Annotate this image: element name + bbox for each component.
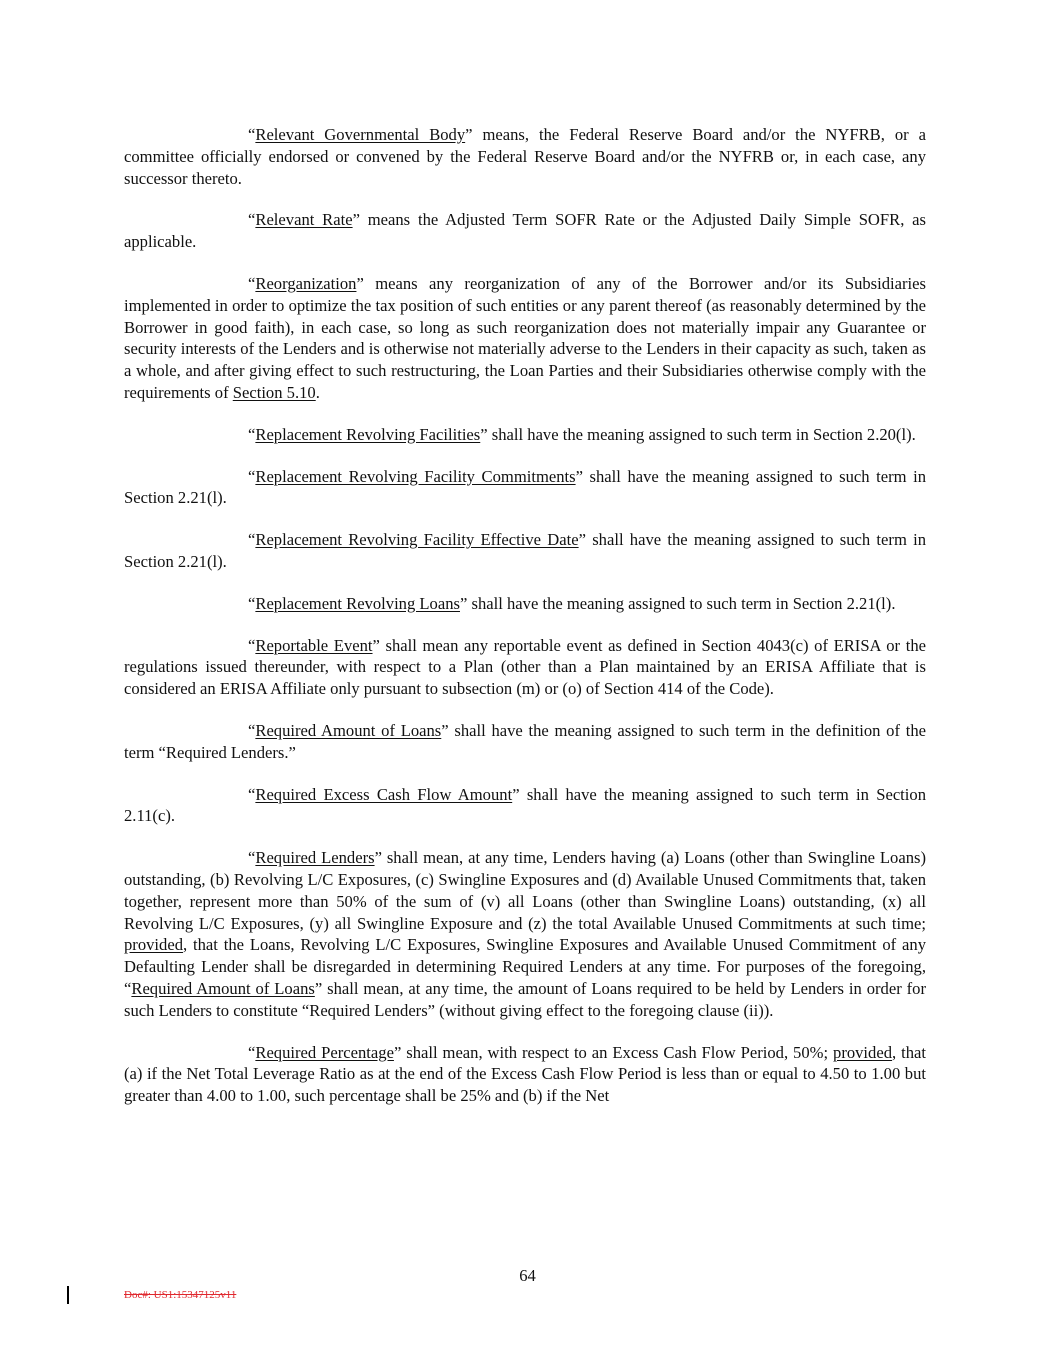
underlined-term: provided (124, 935, 183, 955)
paragraph-text: ” means any reorganization of any of the Borrower and/or its Subsidiaries implemented in order to optimize the tax position of such entities or any parent thereof (as reasonably determined by the Borrower in good faith), in each case, so long as such reorganization does not materially impair any Guarantee or security interests of the Lenders and is otherwise not materially adverse to the Lenders in their capacity as such, taken as a whole, and after giving effect to such restructuring, the Loan Parties and their Subsidiaries otherwise comply with the requirements of (124, 273, 926, 402)
definition-paragraph (124, 124, 926, 189)
paragraph-text: “ (248, 210, 256, 230)
paragraph-text: “ (248, 593, 256, 613)
underlined-term: Replacement Revolving Facility Effective Date (255, 530, 579, 550)
paragraph-text: “ (248, 635, 256, 655)
underlined-term: Required Lenders (255, 848, 375, 868)
definition-paragraph (124, 273, 926, 404)
paragraph-text: “ (248, 273, 256, 293)
paragraph-text: ” shall have the meaning assigned to such term in Section 2.21(l). (459, 593, 896, 613)
paragraph-text: , that the Loans, Revolving L/C Exposures, Swingline Exposures and Available Unused Commitment of any Defaulting Lender shall be disregarded in determining Required Lenders at any time. For purposes of the foregoing, “ (124, 935, 926, 998)
document-id: Doc#: US1:15347125v11 (124, 1289, 237, 1301)
paragraph-text: “ (248, 1042, 256, 1062)
paragraph-text: ” shall have the meaning assigned to such term in Section 2.21(l). (124, 466, 926, 508)
definition-paragraph (124, 720, 926, 764)
page-number: 64 (519, 1266, 536, 1285)
underlined-term: provided (833, 1042, 893, 1062)
underlined-term: Reportable Event (255, 635, 373, 655)
paragraph-text: ” shall mean, at any time, Lenders having (a) Loans (other than Swingline Loans) outstanding, (b) Revolving L/C Exposures, (c) Swingline Exposures and (d) Available Unused Commitments that, taken together, represent more than 50% of the sum of (v) all Loans (other than Swingline Loans) outstanding, (x) all Revolving L/C Exposures, (y) all Swingline Exposure and (z) the total Available Unused Commitments at such time; (124, 848, 926, 933)
paragraph-text: ” shall have the meaning assigned to such term in the definition of the term “Required Lenders.” (124, 720, 927, 762)
paragraph-text: . (315, 382, 320, 402)
definition-paragraph (124, 529, 926, 573)
underlined-term: Required Amount of Loans (131, 978, 315, 998)
paragraph-text: “ (248, 424, 256, 444)
paragraph-text: “ (248, 784, 256, 804)
paragraph-text: ” shall have the meaning assigned to such term in Section 2.20(l). (480, 424, 916, 444)
underlined-term: Required Excess Cash Flow Amount (255, 784, 513, 804)
definition-paragraph (124, 209, 926, 253)
document-body (124, 124, 926, 1127)
paragraph-text: “ (248, 466, 256, 486)
underlined-term: Replacement Revolving Facilities (255, 424, 481, 444)
paragraph-text: “ (248, 848, 256, 868)
paragraph-text: ” shall have the meaning assigned to such term in Section 2.11(c). (124, 784, 926, 826)
paragraph-text: , that (a) if the Net Total Leverage Ratio as at the end of the Excess Cash Flow Period is less than or equal to 4.50 to 1.00 but greater than 4.00 to 1.00, such percentage shall be 25% and (b) if the Net (124, 1042, 926, 1106)
underlined-term: Relevant Governmental Body (255, 125, 466, 144)
underlined-term: Relevant Rate (255, 210, 353, 230)
definition-paragraph (124, 424, 926, 446)
underlined-term: Replacement Revolving Facility Commitments (255, 466, 576, 486)
paragraph-text: ” shall have the meaning assigned to such term in Section 2.21(l). (124, 530, 926, 571)
definition-paragraph (124, 593, 926, 615)
definition-paragraph (124, 1042, 926, 1107)
underlined-term: Section 5.10 (232, 382, 316, 402)
paragraph-text: “ (248, 720, 256, 740)
underlined-term: Required Amount of Loans (255, 720, 442, 740)
paragraph-text: ” shall mean any reportable event as defined in Section 4043(c) of ERISA or the regulations issued thereunder, with respect to a Plan (other than a Plan maintained by an ERISA Affiliate that is considered an ERISA Affiliate only pursuant to subsection (m) or (o) of Section 414 of the Code). (124, 635, 926, 699)
underlined-term: Reorganization (255, 273, 357, 293)
underlined-term: Replacement Revolving Loans (255, 593, 460, 613)
paragraph-text: ” shall mean, with respect to an Excess Cash Flow Period, 50%; (393, 1042, 834, 1062)
change-bar (67, 1286, 69, 1304)
paragraph-text: “ (248, 530, 256, 550)
paragraph-text: ” means, the Federal Reserve Board and/or the NYFRB, or a committee officially endorsed or convened by the Federal Reserve Board and/or the NYFRB or, in each case, any successor thereto. (124, 125, 927, 188)
paragraph-text: ” shall mean, at any time, the amount of Loans required to be held by Lenders in order for such Lenders to constitute “Required Lenders” (without giving effect to the foregoing clause (ii)). (124, 978, 926, 1020)
definition-paragraph (124, 466, 926, 510)
definition-paragraph (124, 784, 926, 828)
paragraph-text: ” means the Adjusted Term SOFR Rate or the Adjusted Daily Simple SOFR, as applicable. (124, 210, 926, 252)
paragraph-text: “ (248, 125, 256, 144)
definition-paragraph (124, 847, 926, 1021)
underlined-term: Required Percentage (255, 1042, 394, 1062)
definition-paragraph (124, 635, 926, 700)
